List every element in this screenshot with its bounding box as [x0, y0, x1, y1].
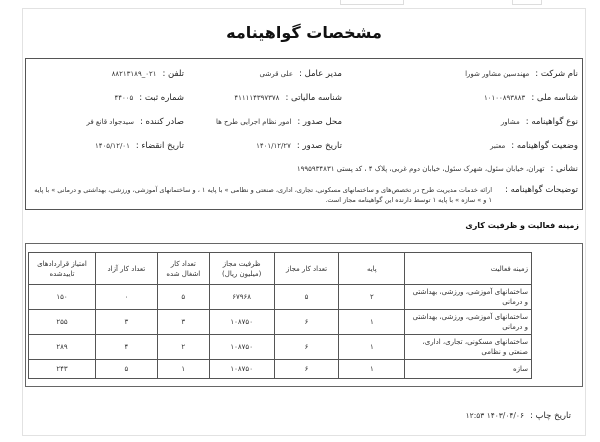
table-cell: ۱۵۰ [29, 285, 96, 310]
table-cell: ۱ [339, 360, 405, 379]
table-cell: ۶ [274, 335, 339, 360]
toolbar-button[interactable] [340, 0, 404, 5]
table-cell: ۲۸۹ [29, 335, 96, 360]
print-date-label: تاریخ چاپ : [529, 411, 571, 421]
table-cell: ۱۰۸۷۵۰ [209, 335, 274, 360]
expiry-value: ۱۴۰۵/۱۲/۰۱ [95, 142, 130, 150]
table-cell: ۱۰۸۷۵۰ [209, 360, 274, 379]
table-cell: ۱ [157, 360, 209, 379]
table-cell: ۴ [95, 335, 157, 360]
table-header-row [29, 253, 532, 285]
table-cell: ۲۵۵ [29, 310, 96, 335]
table-cell: ۲۴۳ [29, 360, 96, 379]
table-cell: ۳ [157, 310, 209, 335]
table-cell: ۲ [339, 285, 405, 310]
section-title: زمینه فعالیت و ظرفیت کاری [465, 221, 579, 230]
table-cell: ساختمانهای آموزشی، ورزشی، بهداشتی و درمانی [405, 285, 532, 310]
table-cell: ۳ [95, 310, 157, 335]
column-header: تعداد کار اشغال شده [157, 253, 209, 285]
table-cell: ۱ [339, 335, 405, 360]
manager-value: علی قرشی [259, 70, 293, 78]
toolbar-button[interactable] [512, 0, 542, 5]
cert-type-label: نوع گواهینامه : [525, 117, 578, 127]
table-cell: ۶ [274, 310, 339, 335]
company-value: مهندسین مشاور شورا [465, 70, 530, 78]
activity-table [28, 252, 532, 379]
column-header: تعداد کار آزاد [95, 253, 157, 285]
national-id-value: ۱۰۱۰۰۸۹۳۸۸۳ [483, 94, 526, 102]
table-cell: ۲ [157, 335, 209, 360]
cert-type-value: مشاور [500, 118, 520, 126]
phone-value: ۰۲۱_۸۸۲۱۳۱۸۹ [111, 70, 157, 78]
address-value: تهران، خیابان سئول، شهرک سئول، خیابان دوم غربی، پلاک ۴ ، کد پستی ۱۹۹۵۹۳۴۸۳۱ [296, 165, 545, 173]
certificate-panel [22, 8, 586, 436]
table-cell: سازه [405, 360, 532, 379]
status-value: معتبر [490, 142, 506, 150]
column-header: تعداد کار مجاز [274, 253, 339, 285]
table-cell: ۱ [339, 310, 405, 335]
table-cell: ۶۷۹۶۸ [209, 285, 274, 310]
national-id-label: شناسه ملی : [531, 93, 578, 103]
issue-date-label: تاریخ صدور : [296, 141, 342, 151]
issue-place-label: محل صدور : [297, 117, 342, 127]
table-row [29, 285, 532, 310]
company-label: نام شرکت : [535, 69, 578, 79]
reg-no-value: ۴۴۰۰۵ [114, 94, 134, 102]
column-header: ظرفیت مجاز (میلیون ریال) [209, 253, 274, 285]
tax-id-label: شناسه مالیاتی : [285, 93, 342, 103]
phone-label: تلفن : [162, 69, 184, 79]
certificate-info-box [25, 58, 583, 210]
issue-place-value: امور نظام اجرایی طرح ها [215, 118, 292, 126]
activity-table-box [25, 243, 583, 387]
table-cell: ۱۰۸۷۵۰ [209, 310, 274, 335]
table-cell: ۵ [157, 285, 209, 310]
tax-id-value: ۴۱۱۱۱۴۳۹۷۳۷۸ [234, 94, 280, 102]
address-label: نشانی : [550, 164, 578, 174]
table-cell: ۵ [274, 285, 339, 310]
issue-date-value: ۱۴۰۱/۱۲/۲۷ [256, 142, 291, 150]
table-row [29, 360, 532, 379]
print-date-value: ۱۴۰۳/۰۴/۰۶ ۱۲:۵۳ [465, 411, 524, 420]
manager-label: مدیر عامل : [299, 69, 342, 79]
print-date [466, 411, 571, 421]
column-header: پایه [339, 253, 405, 285]
table-cell: ۵ [95, 360, 157, 379]
status-label: وضعیت گواهینامه : [511, 141, 578, 151]
table-cell: ۶ [274, 360, 339, 379]
expiry-label: تاریخ انقضاء : [135, 141, 184, 151]
reg-no-label: شماره ثبت : [139, 93, 184, 103]
column-header: امتیاز قراردادهای تاییدشده [29, 253, 96, 285]
page-title: مشخصات گواهینامه [226, 23, 382, 42]
issuer-value: سیدجواد قانع فر [86, 118, 134, 126]
table-row [29, 310, 532, 335]
table-cell: ساختمانهای مسکونی، تجاری، اداری، صنعتی و نظامی [405, 335, 532, 360]
table-cell: ساختمانهای آموزشی، ورزشی، بهداشتی و درمانی [405, 310, 532, 335]
table-cell: ۰ [95, 285, 157, 310]
description-value: ارائه خدمات مدیریت طرح در تخصص‌های و ساختمانهای مسکونی، تجاری، اداری، صنعتی و نظامی » با پایه ۱ ، و ساختمانهای آموزشی، ورزشی، بهداشتی و درمانی » با پایه ۱ و » سازه » با پایه ۱ توسط دارنده این گواهینامه مجاز است. [34, 186, 492, 204]
column-header: زمینه فعالیت [405, 253, 532, 285]
table-row [29, 335, 532, 360]
issuer-label: صادر کننده : [139, 117, 184, 127]
top-toolbar [0, 0, 600, 6]
description-label: توضیحات گواهینامه : [505, 185, 578, 195]
